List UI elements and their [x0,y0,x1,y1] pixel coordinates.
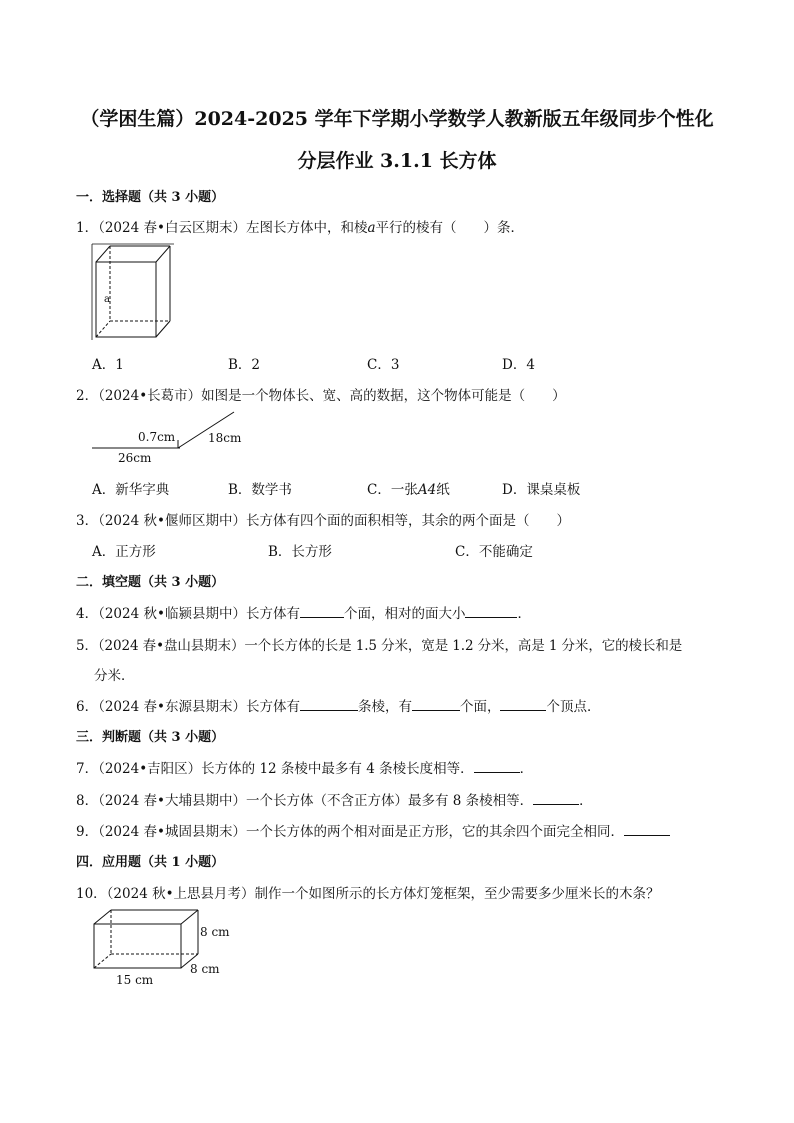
q3-option-b: B．长方形 [268,544,332,560]
q4-text-c: ． [517,606,531,622]
dim-height-label: 8 cm [200,925,230,939]
dim-width-label: 18cm [208,431,242,445]
q7-text-a: 7．（2024•吉阳区）长方体的 12 条棱中最多有 4 条棱长度相等． [76,761,474,777]
q6-text-b: 条棱，有 [357,699,412,715]
question-1 [76,216,524,236]
q2-option-a: A．新华字典 [92,482,170,498]
question-8 [76,789,593,809]
question-1-text-post: 平行的棱有（ ）条． [375,220,525,236]
q4-text-b: 个面，相对的面大小 [343,606,466,622]
question-10: 10．（2024 秋•上思县月考）制作一个如图所示的长方体灯笼框架，至少需要多少厘米长的木条？ [76,886,660,902]
question-1-text-pre: 1．（2024 春•白云区期末）左图长方体中，和棱 [76,220,368,236]
cuboid-figure-q10 [86,906,246,988]
dim-thickness-label: 0.7cm [138,430,176,444]
q2-option-c-tail: 纸 [436,482,450,498]
q8-text-b: ． [579,793,593,809]
edge-a-label: a [104,294,110,305]
q4-text-a: 4．（2024 秋•临颍县期中）长方体有 [76,606,300,622]
section-application-heading: 四．应用题（共 1 小题） [76,855,225,870]
q2-option-b: B．数学书 [228,482,292,498]
q8-text-a: 8．（2024 春•大埔县期中）一个长方体（不含正方体）最多有 8 条棱相等． [76,793,534,809]
answer-blank[interactable] [412,697,460,711]
cuboid-figure-q1 [88,240,174,342]
q6-text-c: 个面， [459,699,501,715]
q6-text-d: 个顶点． [546,699,601,715]
q3-option-a: A．正方形 [92,544,156,560]
q1-option-b: B．2 [228,357,261,373]
question-1-var: a [367,220,376,236]
q1-option-a: A．1 [92,357,124,373]
question-5: 5．（2024 春•盘山县期末）一个长方体的长是 1.5 分米，宽是 1.2 分米，高是 1 分米，它的棱长和是 [76,638,683,654]
answer-blank[interactable] [474,759,520,773]
answer-blank[interactable] [624,822,670,836]
answer-blank[interactable] [300,604,344,618]
q2-option-c-var: A4 [417,482,437,498]
board-figure-q2 [88,408,258,466]
question-7 [76,757,533,777]
answer-blank[interactable] [300,697,358,711]
dim-width-label: 8 cm [190,962,220,976]
q9-text-a: 9．（2024 春•城固县期末）一个长方体的两个相对面是正方形，它的其余四个面完全相同． [76,824,624,840]
dim-length-label: 26cm [118,451,152,465]
question-2: 2．（2024•长葛市）如图是一个物体长、宽、高的数据，这个物体可能是（ ） [76,388,566,404]
q3-option-c: C．不能确定 [455,544,533,560]
question-6 [76,695,600,715]
dim-length-label: 15 cm [116,973,154,987]
q1-option-d: D．4 [502,357,535,373]
question-5-line2: 分米． [94,668,135,684]
document-title-line1: （学困生篇）2024-2025 学年下学期小学数学人教新版五年级同步个性化 [80,108,714,130]
question-4 [76,602,531,622]
answer-blank[interactable] [500,697,546,711]
question-3: 3．（2024 秋•偃师区期中）长方体有四个面的面积相等，其余的两个面是（ ） [76,513,570,529]
q2-option-c-text: C．一张 [367,482,418,498]
section-fill-heading: 二．填空题（共 3 小题） [76,575,225,590]
document-title-line2: 分层作业 3.1.1 长方体 [297,150,497,172]
q6-text-a: 6．（2024 春•东源县期末）长方体有 [76,699,300,715]
question-9 [76,820,670,840]
q2-option-c [367,478,450,498]
answer-blank[interactable] [533,791,579,805]
answer-blank[interactable] [465,604,517,618]
q1-option-c: C．3 [367,357,400,373]
section-judge-heading: 三．判断题（共 3 小题） [76,730,225,745]
q2-option-d: D．课桌桌板 [502,482,581,498]
cuboid-front-face [94,924,181,968]
q7-text-b: ． [519,761,534,777]
section-choice-heading: 一．选择题（共 3 小题） [76,190,225,205]
